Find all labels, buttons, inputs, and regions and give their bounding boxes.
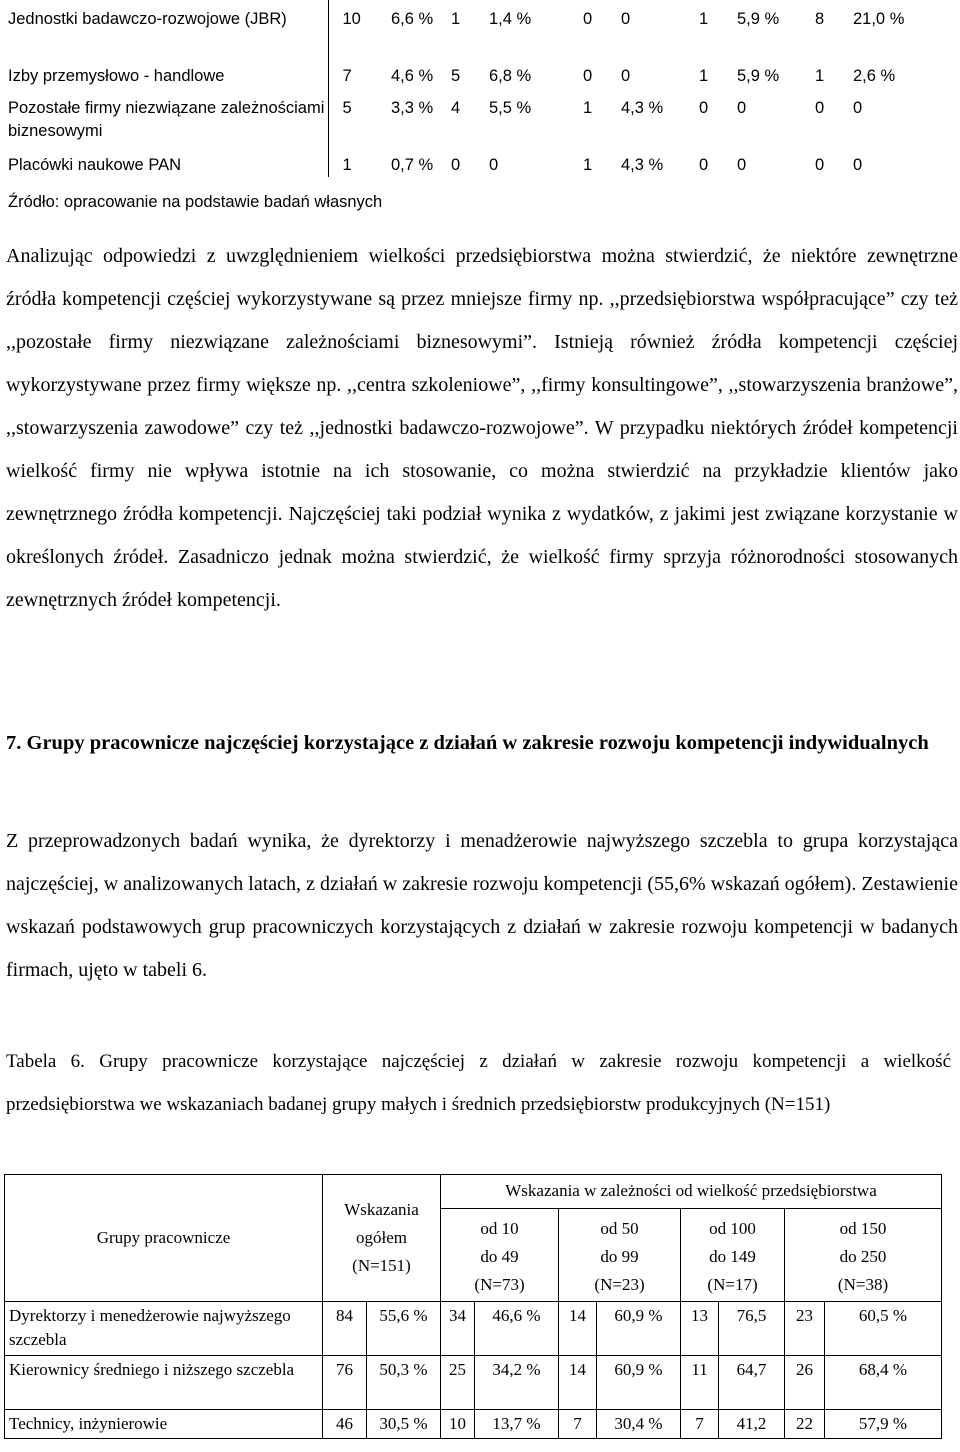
- top-table-cell: 5: [451, 67, 461, 85]
- table-row: [5, 1356, 942, 1410]
- table-cell: 55,6 %: [367, 1302, 441, 1356]
- top-table-cell: 0: [583, 10, 593, 28]
- table-cell: 14: [559, 1302, 597, 1356]
- top-table-cell: 4: [451, 99, 461, 117]
- table-row-label: Technicy, inżynierowie: [5, 1410, 323, 1439]
- table-cell: 22: [785, 1410, 825, 1439]
- top-table-cell: 10: [342, 10, 361, 28]
- table-cell: 76: [323, 1356, 367, 1410]
- table-cell: 60,9 %: [597, 1302, 681, 1356]
- table-cell: 60,9 %: [597, 1356, 681, 1410]
- header-total-line1: Wskazania: [344, 1200, 419, 1219]
- top-table-cell: 0: [583, 67, 593, 85]
- table-cell: 10: [441, 1410, 475, 1439]
- table-cell: 25: [441, 1356, 475, 1410]
- top-table-cell: 4,6 %: [391, 67, 434, 85]
- header-size-line: od 10: [480, 1219, 519, 1238]
- top-table-cell: 0: [699, 99, 709, 117]
- top-table-cell: 0: [815, 99, 825, 117]
- source-note: Źródło: opracowanie na podstawie badań własnych: [8, 193, 383, 211]
- top-table-row: [0, 57, 940, 89]
- top-table-cell: 1: [699, 10, 709, 28]
- top-table-cell: 21,0 %: [853, 10, 905, 28]
- top-table-cell: 6,8 %: [489, 67, 532, 85]
- header-size-col: [559, 1209, 681, 1302]
- table-cell: 41,2: [719, 1410, 785, 1439]
- header-total-line2: ogółem: [356, 1228, 407, 1247]
- table-cell: 13,7 %: [475, 1410, 559, 1439]
- top-table-cell: 0: [451, 156, 461, 174]
- header-size-line: do 250: [839, 1247, 887, 1266]
- table-cell: 14: [559, 1356, 597, 1410]
- table-row-label: Dyrektorzy i menedżerowie najwyższego szczebla: [5, 1302, 323, 1356]
- header-size-line: (N=23): [594, 1275, 645, 1294]
- table-cell: 26: [785, 1356, 825, 1410]
- header-size-line: do 99: [600, 1247, 639, 1266]
- top-table-row-label: Jednostki badawczo-rozwojowe (JBR): [0, 0, 328, 57]
- top-table-cell: 7: [342, 67, 352, 85]
- top-table-cell: 1: [451, 10, 461, 28]
- header-size-line: od 50: [600, 1219, 639, 1238]
- top-table-cell: 6,6 %: [391, 10, 434, 28]
- header-total-line3: (N=151): [352, 1256, 411, 1275]
- top-table-cell: 0: [815, 156, 825, 174]
- top-table-row: [0, 0, 940, 57]
- header-size-col: [785, 1209, 942, 1302]
- header-size-line: (N=38): [837, 1275, 889, 1294]
- table-6: [4, 1174, 942, 1439]
- top-table-cell: 4,3 %: [621, 156, 664, 174]
- top-table-cell: 0: [853, 99, 863, 117]
- top-table-cell: 0,7 %: [391, 156, 434, 174]
- top-table-cell: 1: [342, 156, 352, 174]
- top-table-cell: 4,3 %: [621, 99, 664, 117]
- top-table-row: [0, 89, 940, 146]
- top-table-cell: 5,9 %: [737, 67, 780, 85]
- table-cell: 30,4 %: [597, 1410, 681, 1439]
- top-table-cell: 1: [583, 99, 593, 117]
- table-cell: 84: [323, 1302, 367, 1356]
- table-cell: 68,4 %: [825, 1356, 942, 1410]
- table-cell: 60,5 %: [825, 1302, 942, 1356]
- table-cell: 13: [681, 1302, 719, 1356]
- top-table-cell: 2,6 %: [853, 67, 896, 85]
- top-table-row: [0, 146, 940, 177]
- header-size-line: (N=73): [474, 1275, 525, 1294]
- top-table-cell: 0: [737, 156, 747, 174]
- top-table-cell: 0: [737, 99, 747, 117]
- top-table-row-label: Pozostałe firmy niezwiązane zależnościami biznesowymi: [0, 89, 328, 146]
- table-row: [5, 1302, 942, 1356]
- top-table-cell: 1: [583, 156, 593, 174]
- header-size-group: Wskazania w zależności od wielkość przedsiębiorstwa: [441, 1175, 942, 1209]
- table-cell: 7: [559, 1410, 597, 1439]
- table-cell: 76,5: [719, 1302, 785, 1356]
- top-table-cell: 1: [815, 67, 825, 85]
- table-cell: 46,6 %: [475, 1302, 559, 1356]
- top-table-cell: 3,3 %: [391, 99, 434, 117]
- header-employee-groups: Grupy pracownicze: [5, 1175, 323, 1302]
- table-caption: Tabela 6. Grupy pracownicze korzystające najczęściej z działań w zakresie rozwoju kompetencji a wielkość przedsiębiorstwa we wskazaniach badanej grupy małych i średnich przedsiębiorstw produkcyjnych (N=151): [6, 1051, 951, 1115]
- top-table-cell: 0: [621, 67, 631, 85]
- table-cell: 30,5 %: [367, 1410, 441, 1439]
- table-cell: 57,9 %: [825, 1410, 942, 1439]
- table-cell: 23: [785, 1302, 825, 1356]
- table-cell: 50,3 %: [367, 1356, 441, 1410]
- header-size-col: [681, 1209, 785, 1302]
- top-table-row-label: Placówki naukowe PAN: [0, 146, 328, 177]
- top-table-cell: 0: [621, 10, 631, 28]
- top-table-cell: 1,4 %: [489, 10, 532, 28]
- top-table-cell: 8: [815, 10, 825, 28]
- top-table-cell: 5: [342, 99, 352, 117]
- table-row-label: Kierownicy średniego i niższego szczebla: [5, 1356, 323, 1410]
- table-row: [5, 1410, 942, 1439]
- header-size-col: [441, 1209, 559, 1302]
- table-cell: 11: [681, 1356, 719, 1410]
- header-size-line: do 149: [709, 1247, 756, 1266]
- header-size-line: od 100: [709, 1219, 756, 1238]
- top-table-cell: 5,9 %: [737, 10, 780, 28]
- table-cell: 34,2 %: [475, 1356, 559, 1410]
- top-table-row-label: Izby przemysłowo - handlowe: [0, 57, 328, 89]
- top-table-cell: 1: [699, 67, 709, 85]
- header-size-line: do 49: [480, 1247, 519, 1266]
- header-size-line: (N=17): [707, 1275, 758, 1294]
- top-table-cell: 0: [699, 156, 709, 174]
- source-table-continuation: [0, 0, 940, 177]
- header-total-indications: [323, 1175, 441, 1302]
- header-size-line: od 150: [839, 1219, 887, 1238]
- table-cell: 64,7: [719, 1356, 785, 1410]
- paragraph-findings: Z przeprowadzonych badań wynika, że dyrektorzy i menadżerowie najwyższego szczebla to grupa korzystająca najczęściej, w analizowanych latach, z działań w zakresie rozwoju kompetencji (55,6% wskazań ogółem). Zestawienie wskazań podstawowych grup pracowniczych korzystających z działań w zakresie rozwoju kompetencji w badanych firmach, ujęto w tabeli 6.: [6, 830, 958, 981]
- table-cell: 7: [681, 1410, 719, 1439]
- top-table-cell: 0: [489, 156, 499, 174]
- section-heading: 7. Grupy pracownicze najczęściej korzystające z działań w zakresie rozwoju kompetencji indywidualnych: [6, 732, 929, 754]
- paragraph-analysis: Analizując odpowiedzi z uwzględnieniem wielkości przedsiębiorstwa można stwierdzić, że niektóre zewnętrzne źródła kompetencji częściej wykorzystywane są przez mniejsze firmy np. ,,przedsiębiorstwa współpracujące” czy też ,,pozostałe firmy niezwiązane zależnościami biznesowymi”. Istnieją również źródła kompetencji częściej wykorzystywane przez firmy większe np. ,,centra szkoleniowe”, ,,firmy konsultingowe”, ,,stowarzyszenia branżowe”, ,,stowarzyszenia zawodowe” czy też ,,jednostki badawczo-rozwojowe”. W przypadku niektórych źródeł kompetencji wielkość firmy nie wpływa istotnie na ich stosowanie, co można stwierdzić na przykładzie klientów jako zewnętrznego źródła kompetencji. Najczęściej taki podział wynika z wydatków, z jakimi jest związane korzystanie w określonych źródeł. Zasadniczo jednak można stwierdzić, że wielkość firmy sprzyja różnorodności stosowanych zewnętrznych źródeł kompetencji.: [6, 245, 958, 611]
- top-table-cell: 0: [853, 156, 863, 174]
- table-cell: 46: [323, 1410, 367, 1439]
- table-cell: 34: [441, 1302, 475, 1356]
- top-table-cell: 5,5 %: [489, 99, 532, 117]
